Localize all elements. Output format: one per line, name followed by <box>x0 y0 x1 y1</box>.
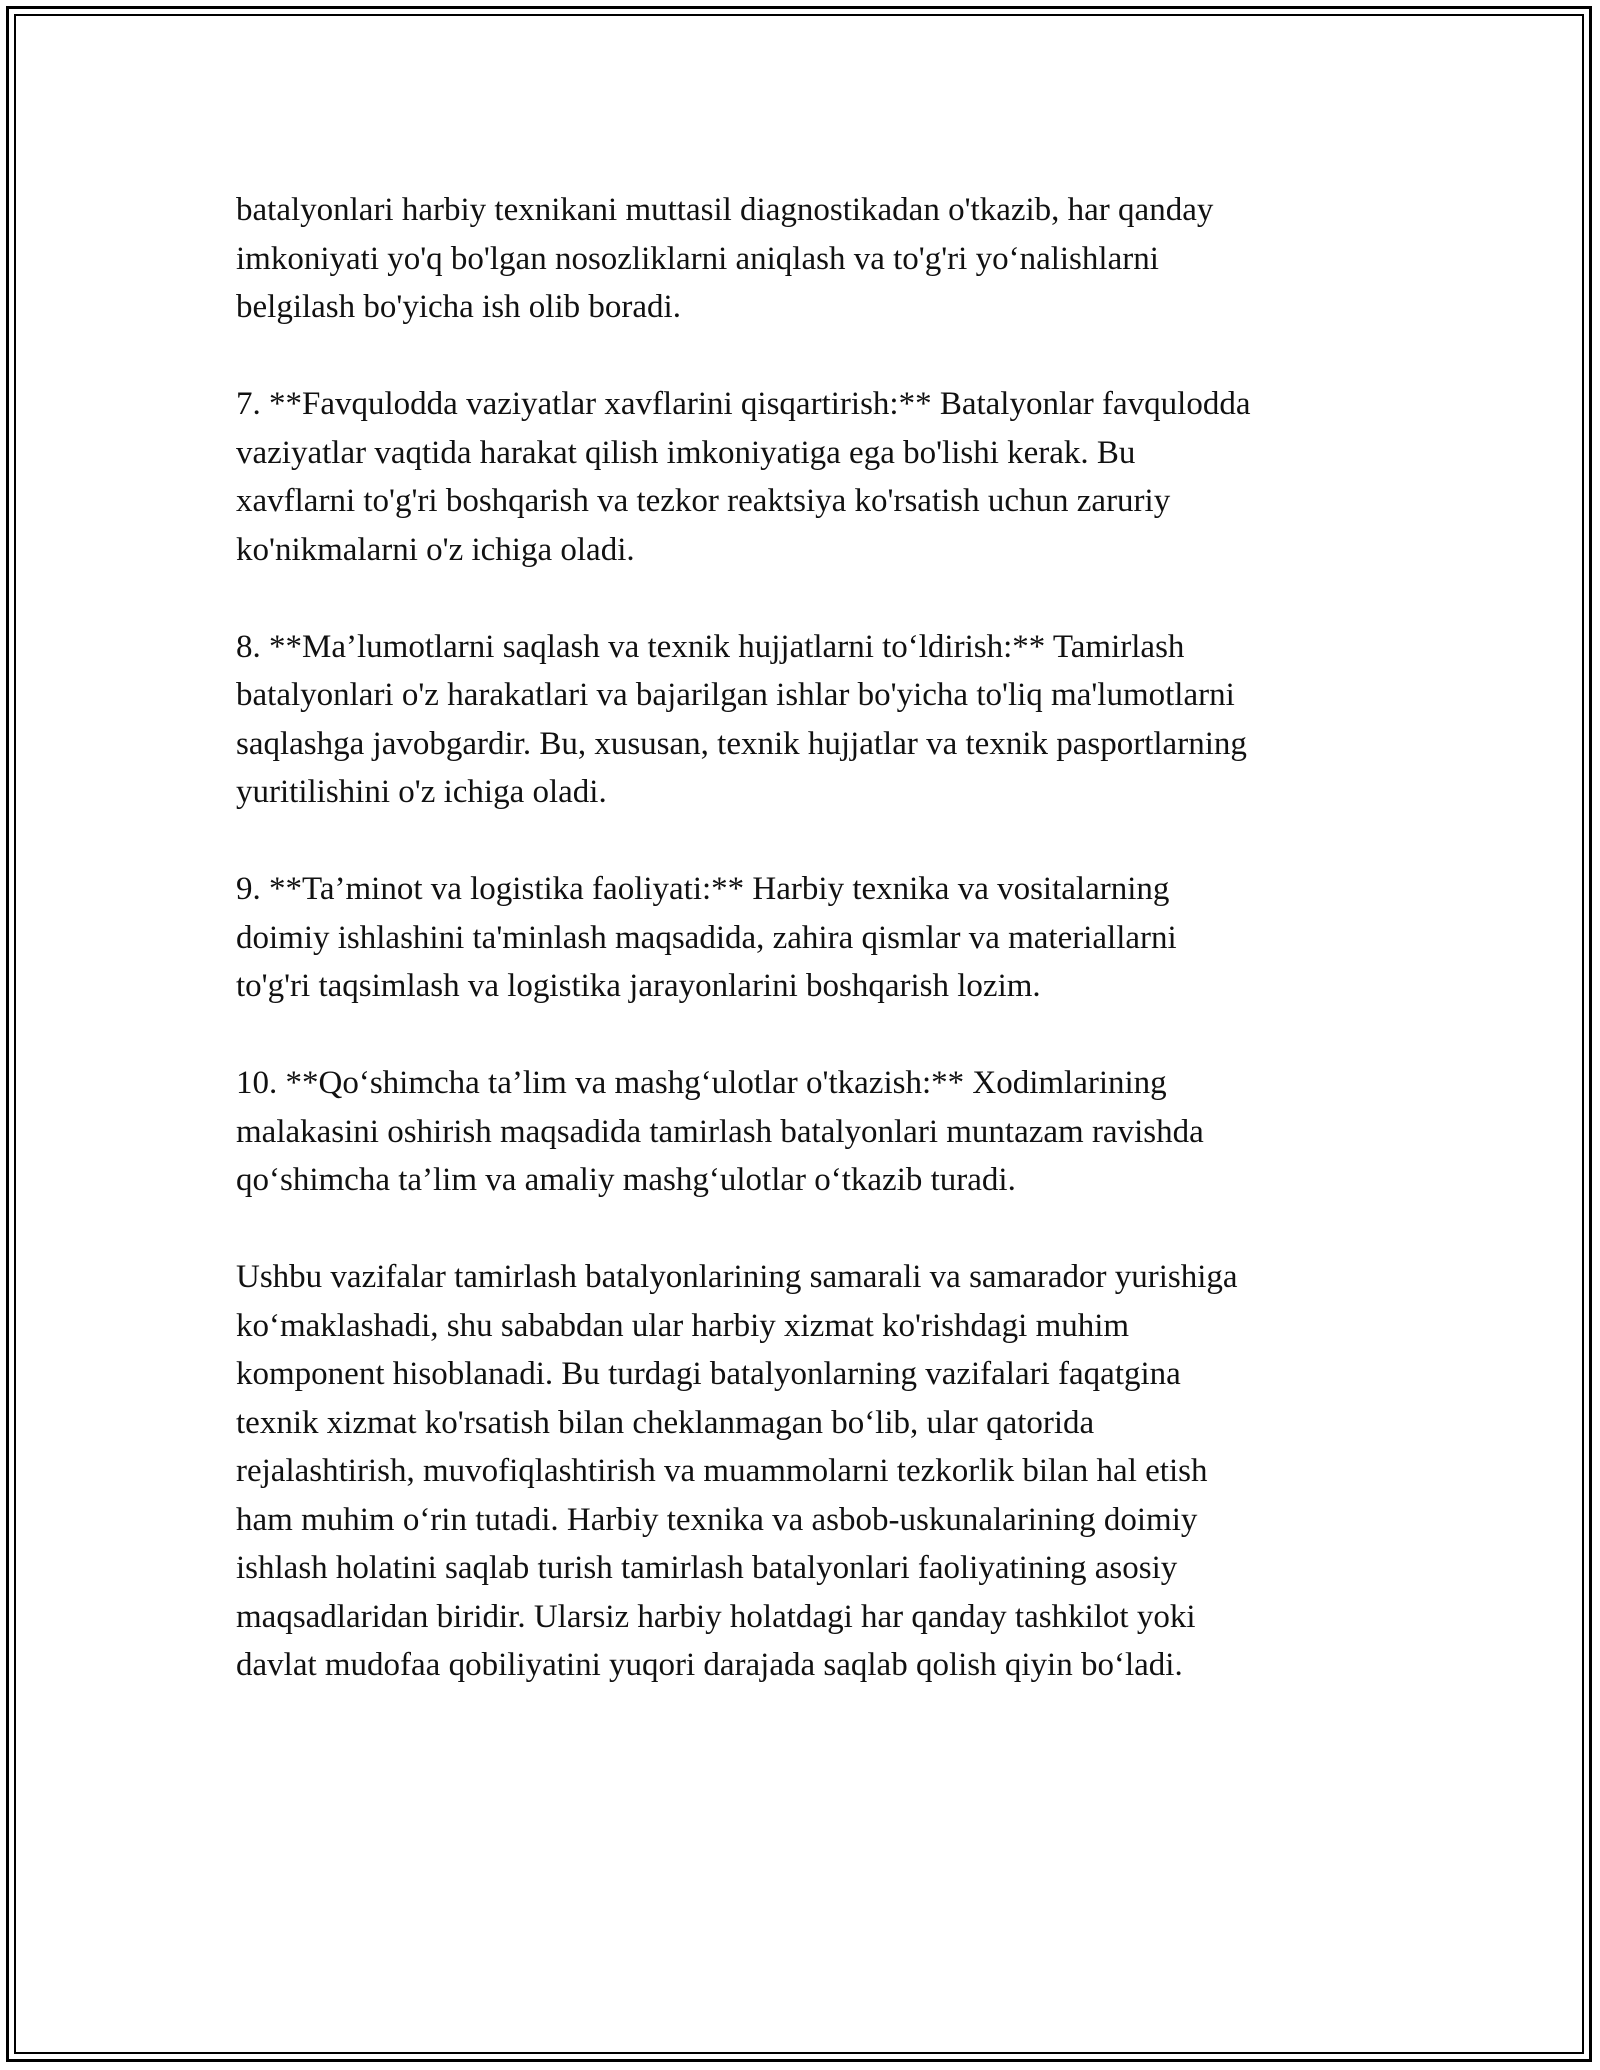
text-line: texnik xizmat ko'rsatish bilan cheklanmagan bo‘lib, ular qatorida <box>236 1404 1095 1441</box>
text-line: 9. **Ta’minot va logistika faoliyati:** Harbiy texnika va vositalarning <box>236 871 1170 907</box>
text-line: Ushbu vazifalar tamirlash batalyonlarining samarali va samarador yurishiga <box>236 1259 1238 1295</box>
text-line: 7. **Favqulodda vaziyatlar xavflarini qisqartirish:** Batalyonlar favqulodda <box>236 386 1251 422</box>
text-line: 8. **Ma’lumotlarni saqlash va texnik hujjatlarni to‘ldirish:** Tamirlash <box>236 628 1185 665</box>
text-line: yuritilishini o'z ichiga oladi. <box>236 774 607 810</box>
paragraph-item-9 <box>236 865 1376 1011</box>
text-line: rejalashtirish, muvofiqlashtirish va muammolarni tezkorlik bilan hal etish <box>236 1453 1208 1489</box>
paragraph-conclusion <box>236 1253 1376 1690</box>
text-line: komponent hisoblanadi. Bu turdagi batalyonlarning vazifalari faqatgina <box>236 1356 1181 1392</box>
text-line: ishlash holatini saqlab turish tamirlash batalyonlari faoliyatining asosiy <box>236 1550 1178 1586</box>
paragraph-continuation <box>236 186 1376 332</box>
paragraph-item-7 <box>236 380 1376 574</box>
text-line: vaziyatlar vaqtida harakat qilish imkoniyatiga ega bo'lishi kerak. Bu <box>236 434 1136 471</box>
text-line: 10. **Qo‘shimcha ta’lim va mashg‘ulotlar o'tkazish:** Xodimlarining <box>236 1065 1167 1101</box>
text-line: ham muhim o‘rin tutadi. Harbiy texnika va asbob-uskunalarining doimiy <box>236 1501 1198 1538</box>
text-line: batalyonlari harbiy texnikani muttasil diagnostikadan o'tkazib, har qanday <box>236 192 1214 228</box>
text-line: davlat mudofaa qobiliyatini yuqori darajada saqlab qolish qiyin bo‘ladi. <box>236 1647 1183 1683</box>
text-line: ko'nikmalarni o'z ichiga oladi. <box>236 531 635 568</box>
text-line: ko‘maklashadi, shu sababdan ular harbiy xizmat ko'rishdagi muhim <box>236 1307 1130 1344</box>
text-line: maqsadlaridan biridir. Ularsiz harbiy holatdagi har qanday tashkilot yoki <box>236 1598 1196 1635</box>
text-line: xavflarni to'g'ri boshqarish va tezkor reaktsiya ko'rsatish uchun zaruriy <box>236 483 1171 519</box>
text-line: doimiy ishlashini ta'minlash maqsadida, zahira qismlar va materiallarni <box>236 919 1177 956</box>
text-line: malakasini oshirish maqsadida tamirlash batalyonlari muntazam ravishda <box>236 1113 1204 1150</box>
text-line: qo‘shimcha ta’lim va amaliy mashg‘ulotlar o‘tkazib turadi. <box>236 1162 1016 1198</box>
text-line: saqlashga javobgardir. Bu, xususan, texnik hujjatlar va texnik pasportlarning <box>236 725 1247 762</box>
paragraph-item-10 <box>236 1059 1376 1205</box>
text-line: batalyonlari o'z harakatlari va bajarilgan ishlar bo'yicha to'liq ma'lumotlarni <box>236 677 1235 713</box>
paragraph-item-8 <box>236 623 1376 817</box>
text-line: imkoniyati yo'q bo'lgan nosozliklarni aniqlash va to'g'ri yo‘nalishlarni <box>236 240 1159 277</box>
document-body <box>236 186 1376 1738</box>
text-line: to'g'ri taqsimlash va logistika jarayonlarini boshqarish lozim. <box>236 968 1041 1004</box>
text-line: belgilash bo'yicha ish olib boradi. <box>236 289 681 325</box>
